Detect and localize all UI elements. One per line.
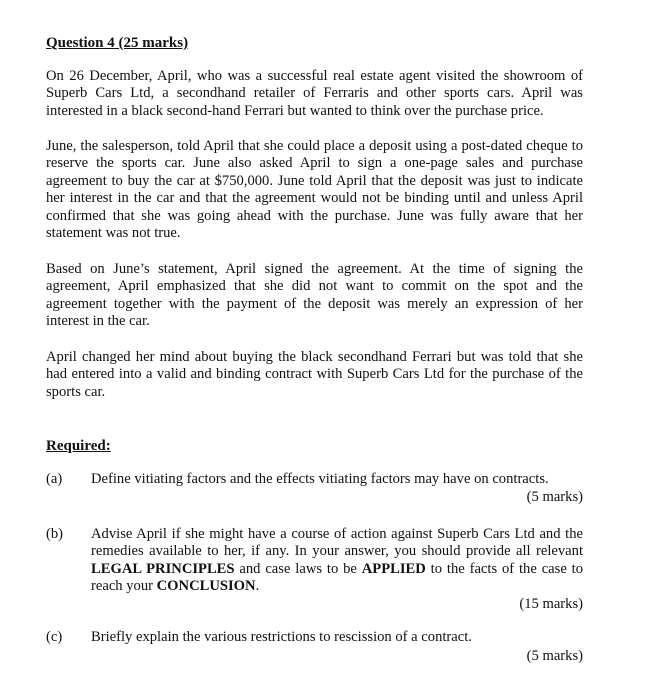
scenario-paragraph-1: On 26 December, April, who was a successful real estate agent visited the showroom of Superb Cars Ltd, a secondhand retailer of Ferraris and other sports cars. April was interested in a black second-hand Ferrari but wanted to think over the purchase price. bbox=[46, 68, 583, 119]
question-a-label: (a) bbox=[46, 471, 63, 487]
question-b-bold-conclusion: CONCLUSION bbox=[156, 578, 256, 595]
question-heading: Question 4 (25 marks) bbox=[46, 35, 189, 51]
question-b-bold-applied: APPLIED bbox=[361, 560, 426, 577]
scenario-paragraph-4: April changed her mind about buying the black secondhand Ferrari but was told that she had entered into a valid and binding contract with Superb Cars Ltd for the purchase of the sports car. bbox=[46, 349, 583, 400]
question-b-text-part2: and case laws to be bbox=[234, 560, 362, 577]
question-b-text-part4: . bbox=[255, 578, 260, 595]
question-a-marks: (5 marks) bbox=[526, 489, 583, 505]
question-b-marks: (15 marks) bbox=[519, 596, 583, 612]
question-c-marks: (5 marks) bbox=[526, 648, 583, 664]
required-heading: Required: bbox=[46, 438, 111, 454]
question-b-text-part1: Advise April if she might have a course of action against Superb Cars Ltd and the remedies available to her, if any. In your answer, you should provide all relevant bbox=[91, 526, 583, 560]
scenario-paragraph-2: June, the salesperson, told April that she could place a deposit using a post-dated cheque to reserve the sports car. June also asked April to sign a one-page sales and purchase agreement to buy the car at $750,000. June told April that the deposit was just to indicate her interest in the car and that the agreement would not be binding until and unless April confirmed that she was going ahead with the purchase. June was fully aware that her statement was not true. bbox=[46, 138, 583, 242]
question-c-label: (c) bbox=[46, 629, 63, 645]
question-a-text: Define vitiating factors and the effects vitiating factors may have on contracts. bbox=[91, 471, 549, 487]
question-b-label: (b) bbox=[46, 526, 64, 542]
question-c-text: Briefly explain the various restrictions to rescission of a contract. bbox=[91, 629, 472, 645]
question-b-text-part3: to the facts of the case to reach your bbox=[91, 560, 584, 595]
question-b-bold-legal-principles: LEGAL PRINCIPLES bbox=[91, 560, 235, 577]
scenario-paragraph-3: Based on June’s statement, April signed the agreement. At the time of signing the agreement, April emphasized that she did not want to commit on the spot and the agreement together with the payment of the deposit was merely an expression of her interest in the car. bbox=[46, 261, 583, 330]
question-b-text bbox=[91, 526, 583, 596]
